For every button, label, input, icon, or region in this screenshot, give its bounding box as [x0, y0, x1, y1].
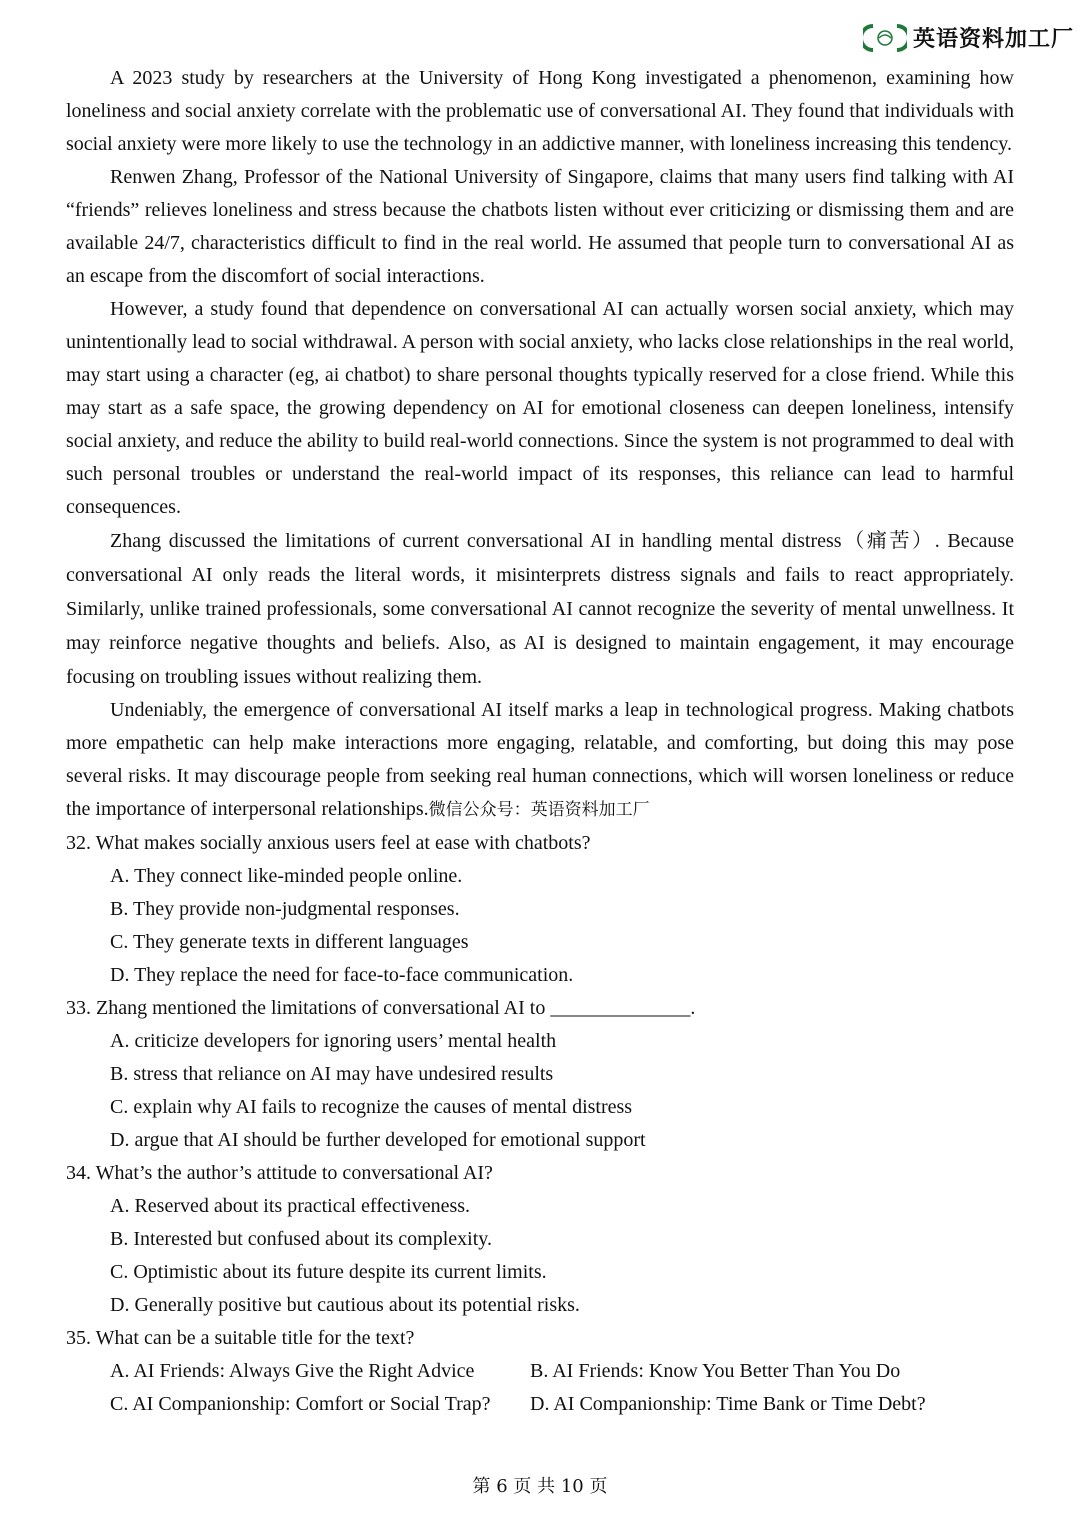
paragraph-3: However, a study found that dependence on conversational AI can actually worsen social anxiety, which may unintentionally lead to social withdrawal. A person with social anxiety, who lacks close relationships in the real world, may start using a character (eg, ai chatbot) to share personal thoughts typically reserved for a close friend. While this may start as a safe space, the growing dependency on AI for emotional closeness can deepen loneliness, intensify social anxiety, and reduce the ability to build real-world connections. Since the system is not programmed to deal with such personal troubles or understand the real-world impact of its responses, this reliance can lead to harmful consequences. — [66, 298, 1014, 518]
option-b: B. stress that reliance on AI may have undesired results — [110, 1063, 554, 1085]
option-a: A. AI Friends: Always Give the Right Advice — [110, 1360, 475, 1382]
option-d: D. Generally positive but cautious about its potential risks. — [110, 1294, 580, 1316]
option-b: B. Interested but confused about its complexity. — [110, 1228, 492, 1250]
watermark-text: 微信公众号：英语资料加工厂 — [428, 800, 650, 820]
option-a: A. criticize developers for ignoring users’ mental health — [110, 1030, 557, 1052]
question-35 — [66, 1322, 1014, 1421]
option-d: D. argue that AI should be further developed for emotional support — [110, 1129, 646, 1151]
paragraph-5-text: Undeniably, the emergence of conversational AI itself marks a leap in technological progress. Making chatbots more empathetic can help make interactions more engaging, relatable, and comforting, but doing this may pose several risks. It may discourage people from seeking real human connections, which will worsen loneliness or reduce the importance of interpersonal relationships. — [66, 699, 1014, 820]
question-33 — [66, 992, 1014, 1157]
paragraph-2: Renwen Zhang, Professor of the National University of Singapore, claims that many users find talking with AI “friends” relieves loneliness and stress because the chatbots listen without ever criticizing or dismissing them and are available 24/7, characteristics difficult to find in the real world. He assumed that people turn to conversational AI as an escape from the discomfort of social interactions. — [66, 166, 1014, 287]
question-stem: 35. What can be a suitable title for the text? — [66, 1327, 415, 1349]
option-row — [66, 1355, 1014, 1388]
paragraph-5 — [66, 694, 1014, 827]
paragraph-1: A 2023 study by researchers at the University of Hong Kong investigated a phenomenon, examining how loneliness and social anxiety correlate with the problematic use of conversational AI. They found that individuals with social anxiety were more likely to use the technology in an addictive manner, with loneliness increasing this tendency. — [66, 67, 1014, 155]
option-b: B. They provide non-judgmental responses. — [110, 898, 460, 920]
question-stem: 32. What makes socially anxious users feel at ease with chatbots? — [66, 832, 591, 854]
page-number: 第 6 页 共 10 页 — [472, 1476, 608, 1497]
option-b: B. AI Friends: Know You Better Than You Do — [530, 1360, 901, 1382]
option-c: C. They generate texts in different languages — [110, 931, 469, 953]
option-c: C. AI Companionship: Comfort or Social Trap? — [110, 1393, 491, 1415]
paragraph-4: Zhang discussed the limitations of current conversational AI in handling mental distress（痛苦）. Because conversational AI only reads the literal words, it misinterprets distress signals and fails to react appropriately. Similarly, unlike trained professionals, some conversational AI cannot recognize the severity of mental unwellness. It may reinforce negative thoughts and beliefs. Also, as AI is designed to maintain engagement, it may encourage focusing on troubling issues without realizing them. — [66, 530, 1014, 688]
document-body — [66, 62, 1014, 1421]
option-d: D. They replace the need for face-to-face communication. — [110, 964, 574, 986]
question-stem: 33. Zhang mentioned the limitations of conversational AI to ______________. — [66, 997, 696, 1019]
question-34 — [66, 1157, 1014, 1322]
option-a: A. Reserved about its practical effectiveness. — [110, 1195, 471, 1217]
option-c: C. explain why AI fails to recognize the causes of mental distress — [110, 1096, 633, 1118]
question-32 — [66, 827, 1014, 992]
logo-text: 英语资料加工厂 — [912, 27, 1074, 52]
option-d: D. AI Companionship: Time Bank or Time Debt? — [530, 1393, 926, 1415]
question-stem: 34. What’s the author’s attitude to conversational AI? — [66, 1162, 493, 1184]
option-row — [66, 1388, 1014, 1421]
option-c: C. Optimistic about its future despite its current limits. — [110, 1261, 547, 1283]
logo-emblem-icon — [863, 23, 907, 53]
option-a: A. They connect like-minded people online. — [110, 865, 463, 887]
logo — [863, 22, 1074, 53]
